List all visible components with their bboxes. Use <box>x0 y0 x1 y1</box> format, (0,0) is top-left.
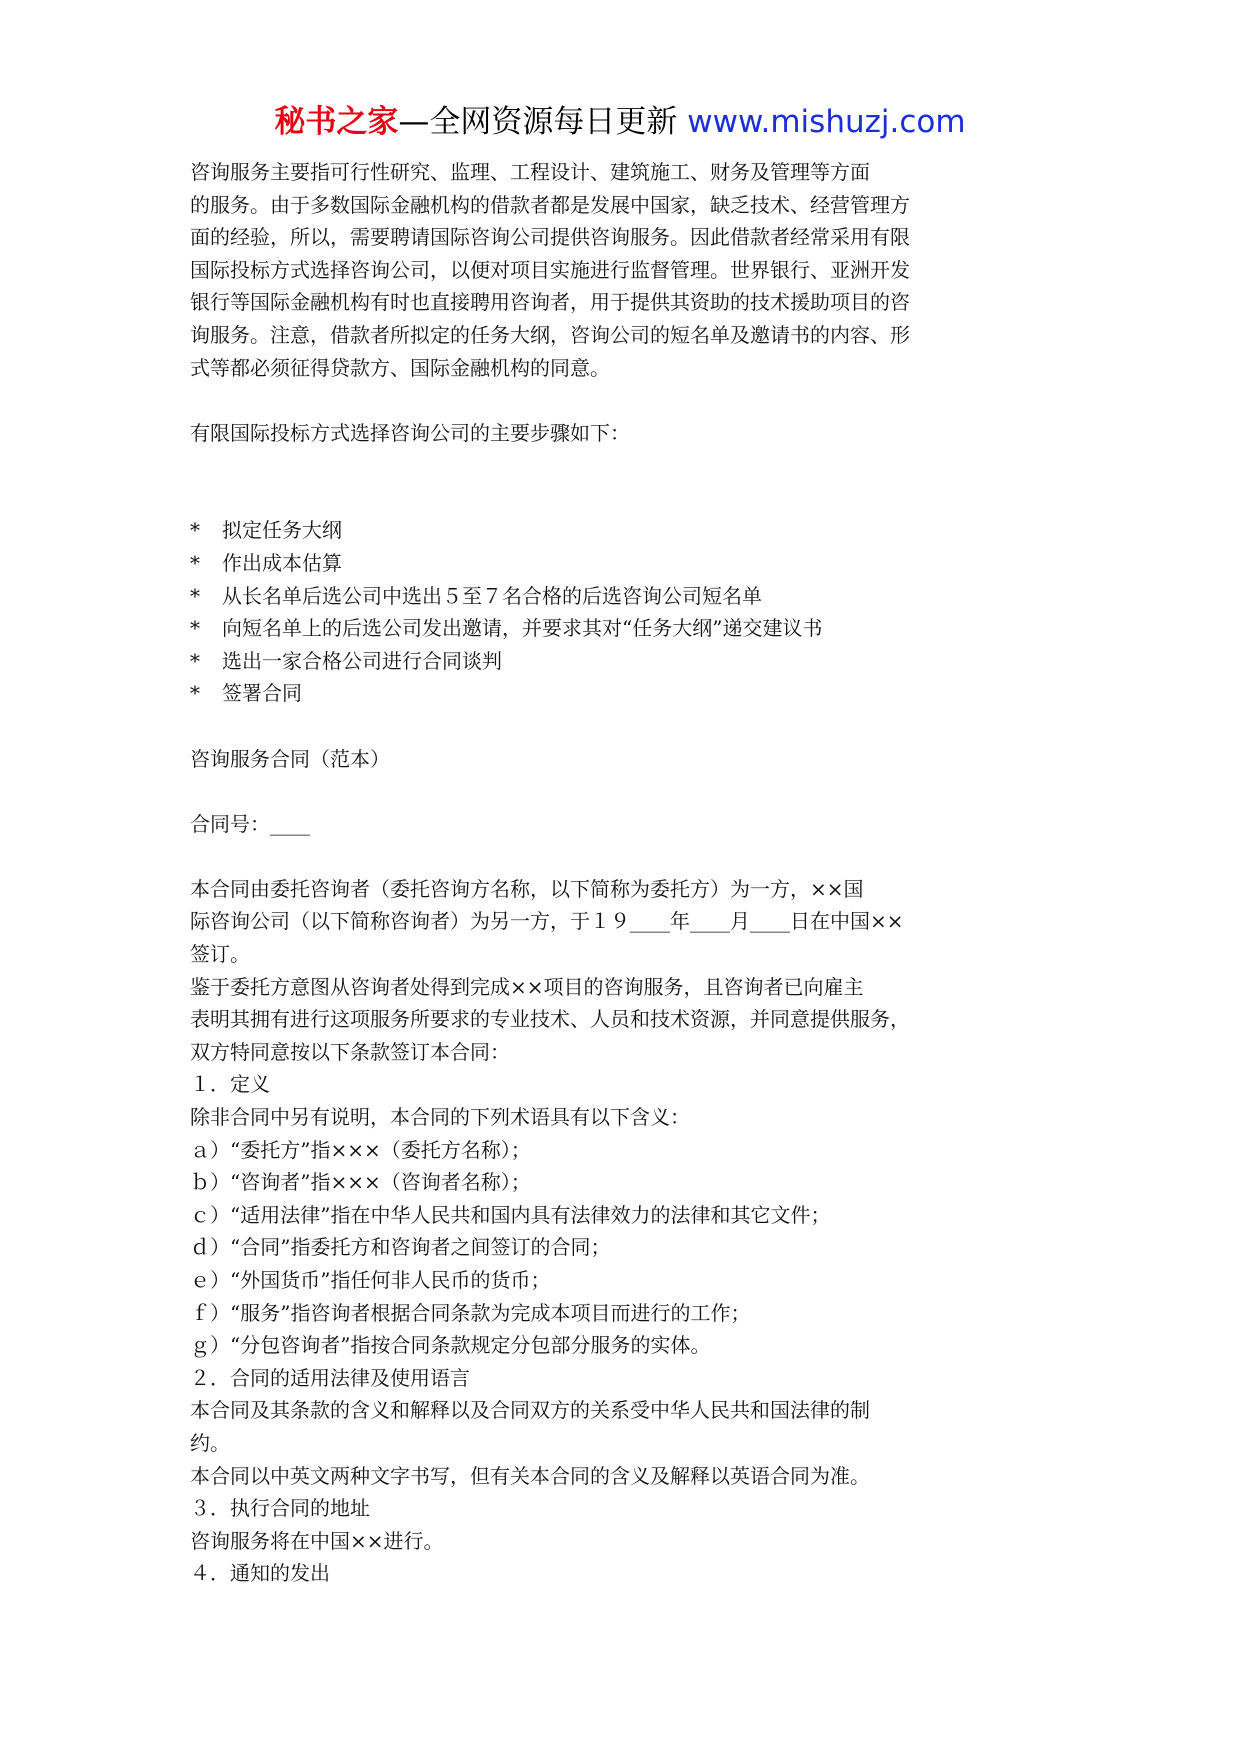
text-line: 本合同以中英文两种文字书写，但有关本合同的含义及解释以英语合同为准。 <box>190 1463 870 1488</box>
section-heading: ２．合同的适用法律及使用语言 <box>190 1365 470 1390</box>
contract-number: 合同号：____ <box>190 811 310 836</box>
site-header <box>0 102 1240 142</box>
definition-item: ｄ）“合同”指委托方和咨询者之间签订的合同； <box>190 1235 611 1260</box>
text-line: 咨询服务主要指可行性研究、监理、工程设计、建筑施工、财务及管理等方面 <box>190 160 870 184</box>
step-text: 向短名单上的后选公司发出邀请，并要求其对“任务大纲”递交建议书 <box>222 616 823 641</box>
list-item <box>190 612 1070 645</box>
bullet-icon: * <box>190 550 200 575</box>
text-line: 询服务。注意，借款者所拟定的任务大纲，咨询公司的短名单及邀请书的内容、形 <box>190 322 910 347</box>
definition-item: ｇ）“分包咨询者”指按合同条款规定分包部分服务的实体。 <box>190 1333 711 1358</box>
list-item <box>190 547 1070 580</box>
text-line: 约。 <box>190 1430 230 1455</box>
text-line: 面的经验，所以，需要聘请国际咨询公司提供咨询服务。因此借款者经常采用有限 <box>190 225 910 250</box>
document-body <box>190 156 1070 1590</box>
section-heading: ４．通知的发出 <box>190 1561 330 1586</box>
text-line: 的服务。由于多数国际金融机构的借款者都是发展中国家，缺乏技术、经营管理方 <box>190 192 910 217</box>
intro-paragraph <box>190 156 1070 384</box>
step-text: 从长名单后选公司中选出５至７名合格的后选咨询公司短名单 <box>222 583 762 608</box>
bullet-icon: * <box>190 518 200 543</box>
definition-item: ｅ）“外国货币”指任何非人民币的货币； <box>190 1268 551 1292</box>
contract-body <box>190 873 1070 1590</box>
text-line: 际咨询公司（以下简称咨询者）为另一方，于１９____年____月____日在中国×× <box>190 909 904 934</box>
bullet-icon: * <box>190 583 200 608</box>
definition-item: ｆ）“服务”指咨询者根据合同条款为完成本项目而进行的工作； <box>190 1300 751 1325</box>
text-line: 本合同及其条款的含义和解释以及合同双方的关系受中华人民共和国法律的制 <box>190 1398 870 1423</box>
text-line: 国际投标方式选择咨询公司，以便对项目实施进行监督管理。世界银行、亚洲开发 <box>190 257 910 282</box>
text-line: 鉴于委托方意图从咨询者处得到完成××项目的咨询服务，且咨询者已向雇主 <box>190 974 864 999</box>
step-text: 选出一家合格公司进行合同谈判 <box>222 648 502 673</box>
list-item <box>190 677 1070 710</box>
brand-name: 秘书之家 <box>274 104 399 140</box>
section-heading: ３．执行合同的地址 <box>190 1496 370 1521</box>
list-item <box>190 514 1070 547</box>
step-text: 作出成本估算 <box>222 550 342 575</box>
step-text: 拟定任务大纲 <box>222 518 342 543</box>
text-line: 式等都必须征得贷款方、国际金融机构的同意。 <box>190 355 610 380</box>
steps-list <box>190 514 1070 710</box>
text-line: 咨询服务将在中国××进行。 <box>190 1528 444 1553</box>
bullet-icon: * <box>190 681 200 706</box>
text-line: 表明其拥有进行这项服务所要求的专业技术、人员和技术资源，并同意提供服务， <box>190 1007 910 1032</box>
list-item <box>190 645 1070 678</box>
step-text: 签署合同 <box>222 681 302 706</box>
bullet-icon: * <box>190 616 200 641</box>
definition-item: ａ）“委托方”指×××（委托方名称）； <box>190 1137 531 1162</box>
section-heading: １．定义 <box>190 1072 270 1097</box>
list-item <box>190 580 1070 613</box>
bullet-icon: * <box>190 648 200 673</box>
contract-title: 咨询服务合同（范本） <box>190 746 390 771</box>
definition-item: ｂ）“咨询者”指×××（咨询者名称）； <box>190 1170 531 1195</box>
header-tagline: —全网资源每日更新 <box>398 104 688 140</box>
steps-heading: 有限国际投标方式选择咨询公司的主要步骤如下： <box>190 420 630 445</box>
text-line: 银行等国际金融机构有时也直接聘用咨询者，用于提供其资助的技术援助项目的咨 <box>190 290 910 315</box>
text-line: 签订。 <box>190 942 250 967</box>
text-line: 双方特同意按以下条款签订本合同： <box>190 1039 510 1064</box>
text-line: 除非合同中另有说明，本合同的下列术语具有以下含义： <box>190 1105 690 1130</box>
site-url-link[interactable]: www.mishuzj.com <box>687 104 966 140</box>
text-line: 本合同由委托咨询者（委托咨询方名称，以下简称为委托方）为一方，××国 <box>190 876 864 901</box>
definition-item: ｃ）“适用法律”指在中华人民共和国内具有法律效力的法律和其它文件； <box>190 1202 831 1227</box>
